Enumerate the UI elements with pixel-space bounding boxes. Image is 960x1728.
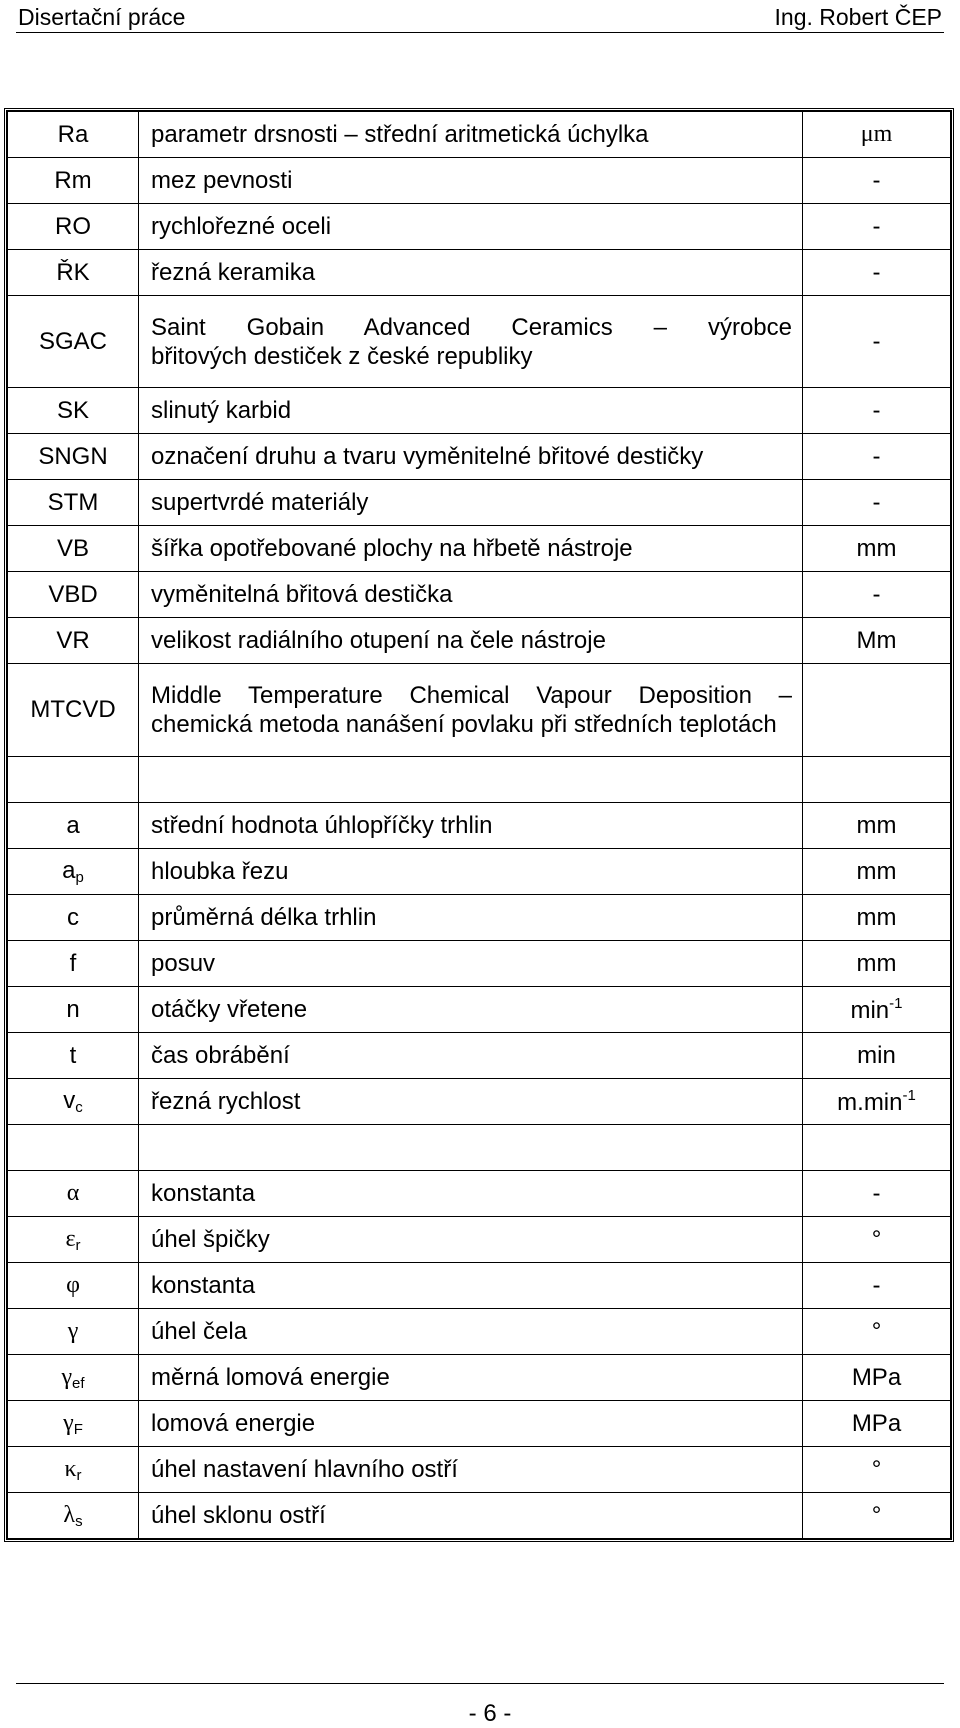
symbol-cell: [8, 803, 139, 849]
unit: m.min: [837, 1088, 903, 1116]
table-row: [8, 158, 951, 204]
description-cell: velikost radiálního otupení na čele nástroje: [139, 618, 803, 664]
description-cell: posuv: [139, 941, 803, 987]
unit-cell: -: [803, 204, 951, 250]
table-row: [8, 112, 951, 158]
unit-cell: -: [803, 250, 951, 296]
unit: min: [850, 996, 890, 1024]
description-cell: slinutý karbid: [139, 388, 803, 434]
table-row: [8, 803, 951, 849]
symbol: γ: [63, 1409, 74, 1436]
symbols-table: [4, 108, 954, 1542]
table-row: [8, 250, 951, 296]
unit-cell: -: [803, 434, 951, 480]
symbol-cell: [8, 941, 139, 987]
description-cell: čas obrábění: [139, 1033, 803, 1079]
table-row: [8, 204, 951, 250]
symbol-cell: SGAC: [8, 296, 139, 388]
description-cell: vyměnitelná břitová destička: [139, 572, 803, 618]
table-row: [8, 1217, 951, 1263]
unit-cell: -: [803, 1171, 951, 1217]
description-cell: šířka opotřebované plochy na hřbetě nástroje: [139, 526, 803, 572]
unit-cell: MPa: [803, 1401, 951, 1447]
unit-cell: mm: [803, 941, 951, 987]
symbol-subscript: p: [75, 869, 84, 886]
unit-exponent: -1: [902, 1086, 916, 1104]
description-cell: úhel sklonu ostří: [139, 1493, 803, 1539]
symbol: c: [67, 903, 79, 931]
description-cell: měrná lomová energie: [139, 1355, 803, 1401]
symbol-subscript: c: [75, 1099, 83, 1116]
description-cell: mez pevnosti: [139, 158, 803, 204]
description-cell: průměrná délka trhlin: [139, 895, 803, 941]
unit-cell: °: [803, 1493, 951, 1539]
description-cell: konstanta: [139, 1171, 803, 1217]
unit-cell: min: [803, 1033, 951, 1079]
table-row: [8, 526, 951, 572]
unit-cell: -: [803, 158, 951, 204]
table-row: [8, 1401, 951, 1447]
unit-cell: -: [803, 480, 951, 526]
unit-cell: °: [803, 1309, 951, 1355]
description-cell: řezná keramika: [139, 250, 803, 296]
unit-cell: μm: [803, 112, 951, 158]
symbol-cell: [8, 1033, 139, 1079]
symbol: α: [66, 1180, 80, 1206]
table-row: [8, 1493, 951, 1539]
unit-cell: [803, 987, 951, 1033]
symbol-cell: SNGN: [8, 434, 139, 480]
description-cell: řezná rychlost: [139, 1079, 803, 1125]
symbol: ε: [65, 1225, 76, 1252]
table-row: [8, 1171, 951, 1217]
spacer-row: [8, 757, 951, 803]
table-row: [8, 434, 951, 480]
unit-cell: -: [803, 388, 951, 434]
unit-cell: mm: [803, 526, 951, 572]
symbol-subscript: ef: [72, 1374, 85, 1392]
symbol: λ: [63, 1501, 76, 1528]
symbol-cell: STM: [8, 480, 139, 526]
symbol-cell: [8, 849, 139, 895]
unit-cell: mm: [803, 895, 951, 941]
symbol-cell: [8, 1217, 139, 1263]
table-row: [8, 849, 951, 895]
table-row: [8, 987, 951, 1033]
page-number: - 6 -: [468, 1700, 512, 1727]
page-header: [16, 2, 944, 33]
unit-cell: [803, 664, 951, 757]
description-line: břitových destiček z české republiky: [151, 342, 533, 370]
symbol: t: [69, 1041, 77, 1069]
header-title: Disertační práce: [18, 4, 186, 30]
symbol-cell: [8, 1447, 139, 1493]
symbol: v: [63, 1087, 76, 1114]
description-cell: rychlořezné oceli: [139, 204, 803, 250]
description-cell: úhel nastavení hlavního ostří: [139, 1447, 803, 1493]
table-row: [8, 1263, 951, 1309]
description-line: Saint Gobain Advanced Ceramics – výrobce: [151, 313, 792, 341]
unit-exponent: -1: [889, 994, 903, 1012]
table-row: [8, 664, 951, 757]
symbol-subscript: s: [75, 1512, 83, 1530]
symbol-cell: [8, 1171, 139, 1217]
unit-cell: Mm: [803, 618, 951, 664]
unit-cell: MPa: [803, 1355, 951, 1401]
symbol-subscript: r: [75, 1236, 81, 1254]
description-cell: konstanta: [139, 1263, 803, 1309]
table-row: [8, 895, 951, 941]
symbol-cell: [8, 1401, 139, 1447]
unit-cell: °: [803, 1447, 951, 1493]
symbol: f: [69, 949, 77, 977]
table-row: [8, 480, 951, 526]
symbol-cell: RO: [8, 204, 139, 250]
description-cell: označení druhu a tvaru vyměnitelné břitové destičky: [139, 434, 803, 480]
table-row: [8, 941, 951, 987]
description-cell: hloubka řezu: [139, 849, 803, 895]
description-cell: střední hodnota úhlopříčky trhlin: [139, 803, 803, 849]
table-row: [8, 388, 951, 434]
table-row: [8, 1309, 951, 1355]
symbol-cell: MTCVD: [8, 664, 139, 757]
symbol-cell: [8, 1079, 139, 1125]
symbol-cell: ŘK: [8, 250, 139, 296]
symbol-cell: [8, 895, 139, 941]
symbol: κ: [64, 1455, 77, 1482]
symbol-cell: [8, 1355, 139, 1401]
unit-cell: [803, 1079, 951, 1125]
unit-cell: -: [803, 1263, 951, 1309]
unit-cell: mm: [803, 803, 951, 849]
table-row: [8, 1447, 951, 1493]
symbol-cell: [8, 1309, 139, 1355]
unit-cell: mm: [803, 849, 951, 895]
table-row: [8, 1079, 951, 1125]
header-author: Ing. Robert ČEP: [774, 4, 942, 30]
symbol: a: [62, 857, 76, 884]
table-row: [8, 618, 951, 664]
table-row: [8, 1033, 951, 1079]
spacer-row: [8, 1125, 951, 1171]
table-row: [8, 296, 951, 388]
description-cell: supertvrdé materiály: [139, 480, 803, 526]
symbol-subscript: r: [76, 1466, 82, 1484]
symbol: φ: [66, 1272, 80, 1298]
unit-cell: °: [803, 1217, 951, 1263]
symbol-cell: [8, 987, 139, 1033]
symbol: n: [66, 995, 80, 1023]
table-row: [8, 572, 951, 618]
symbol-cell: Rm: [8, 158, 139, 204]
unit-cell: -: [803, 572, 951, 618]
symbol: a: [66, 811, 80, 839]
description-cell: úhel čela: [139, 1309, 803, 1355]
description-cell: parametr drsnosti – střední aritmetická úchylka: [139, 112, 803, 158]
symbol-subscript: F: [73, 1420, 83, 1438]
symbol-cell: VB: [8, 526, 139, 572]
symbol-cell: [8, 1493, 139, 1539]
description-cell: Middle Temperature Chemical Vapour Deposition – chemická metoda nanášení povlaku při středních teplotách: [139, 664, 803, 757]
symbol-cell: VBD: [8, 572, 139, 618]
symbol-cell: Ra: [8, 112, 139, 158]
symbol: γ: [61, 1363, 73, 1390]
description-cell: [139, 296, 803, 388]
table-row: [8, 1355, 951, 1401]
description-cell: úhel špičky: [139, 1217, 803, 1263]
symbol-cell: VR: [8, 618, 139, 664]
symbol-cell: [8, 1263, 139, 1309]
unit-cell: -: [803, 296, 951, 388]
description-cell: otáčky vřetene: [139, 987, 803, 1033]
footer-rule: [16, 1683, 944, 1684]
symbol: γ: [67, 1318, 79, 1344]
description-cell: lomová energie: [139, 1401, 803, 1447]
symbol-cell: SK: [8, 388, 139, 434]
